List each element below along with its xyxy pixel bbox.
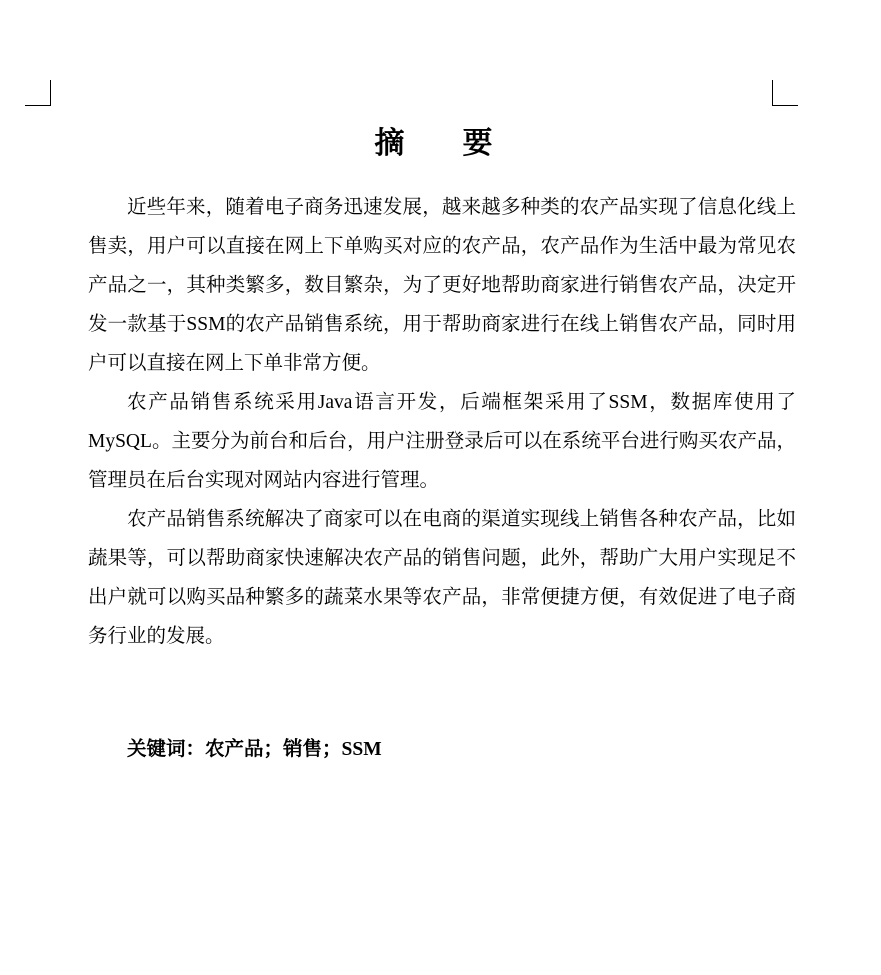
page-title: 摘 要	[374, 126, 507, 161]
crop-mark-top-right	[772, 80, 798, 106]
keywords-line: 关键词：农产品；销售；SSM	[127, 739, 382, 760]
paragraph-1: 近些年来，随着电子商务迅速发展，越来越多种类的农产品实现了信息化线上售卖，用户可以直接在网上下单购买对应的农产品，农产品作为生活中最为常见农产品之一，其种类繁多，数目繁杂，为了更好地帮助商家进行销售农产品，决定开发一款基于SSM的农产品销售系统，用于帮助商家进行在线上销售农产品，同时用户可以直接在网上下单非常方便。	[88, 197, 796, 374]
abstract-body	[88, 188, 796, 656]
crop-mark-top-left	[25, 80, 51, 106]
paragraph-3: 农产品销售系统解决了商家可以在电商的渠道实现线上销售各种农产品，比如蔬果等，可以帮助商家快速解决农产品的销售问题，此外，帮助广大用户实现足不出户就可以购买品种繁多的蔬菜水果等农产品，非常便捷方便，有效促进了电子商务行业的发展。	[88, 509, 796, 647]
paragraph-2: 农产品销售系统采用Java语言开发，后端框架采用了SSM，数据库使用了MySQL。主要分为前台和后台，用户注册登录后可以在系统平台进行购买农产品，管理员在后台实现对网站内容进行管理。	[88, 392, 796, 491]
